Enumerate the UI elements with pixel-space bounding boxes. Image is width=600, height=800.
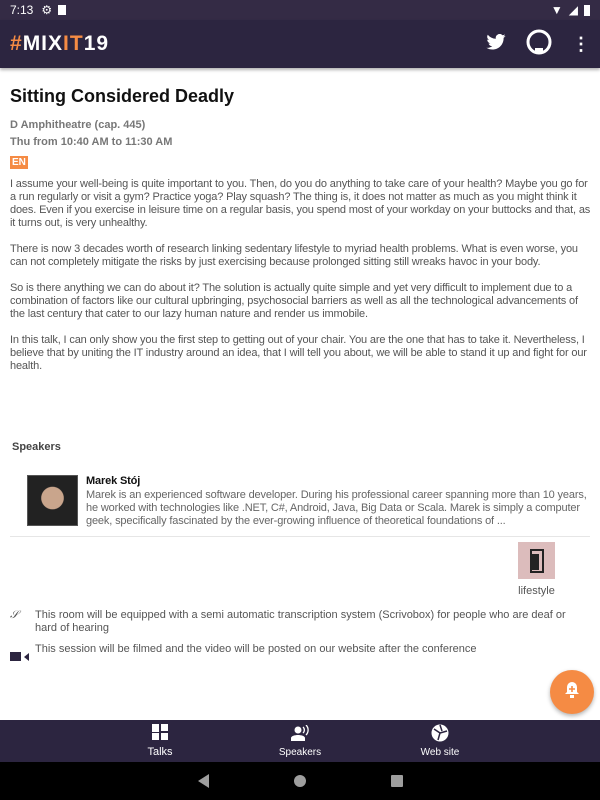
battery-icon xyxy=(584,5,590,16)
nav-label: Web site xyxy=(420,747,460,758)
signal-icon: ◢ xyxy=(568,3,578,17)
home-icon[interactable] xyxy=(294,775,306,787)
back-icon[interactable] xyxy=(198,774,209,788)
bottom-navigation xyxy=(0,720,600,762)
add-reminder-button[interactable] xyxy=(550,670,594,714)
speakers-heading: Speakers xyxy=(12,441,61,453)
lifestyle-icon xyxy=(518,542,555,579)
hearing-icon: 𝒮 xyxy=(10,609,19,621)
app-logo: #MIXIT19 xyxy=(10,32,110,55)
github-icon[interactable] xyxy=(526,29,552,60)
video-camera-icon xyxy=(10,643,35,665)
wifi-icon: ▼ xyxy=(550,3,563,17)
app-bar xyxy=(0,20,600,68)
twitter-icon[interactable] xyxy=(486,34,506,55)
speaker-bio: Marek is an experienced software developer. During his professional career spanning more than 10 years, he worked with technologies like .NET, C#, Android, Java, Big Data or Scala. Marek is simply a computer geek, specifically fascinated by the ever-growing influence of theoretical foundations of ... xyxy=(86,489,587,527)
speaker-card[interactable] xyxy=(27,475,592,528)
speaker-voice-icon xyxy=(291,725,309,744)
nav-label: Talks xyxy=(147,746,173,758)
talk-header xyxy=(10,68,590,170)
nav-website[interactable] xyxy=(415,720,465,762)
sd-card-icon xyxy=(58,5,66,15)
nav-talks[interactable] xyxy=(135,720,185,762)
dashboard-icon xyxy=(152,724,168,743)
nav-label: Speakers xyxy=(278,746,322,758)
more-options-icon[interactable]: ⋮ xyxy=(572,33,590,54)
transcription-info xyxy=(10,609,580,635)
status-bar xyxy=(0,0,600,20)
speaker-name: Marek Stój xyxy=(86,475,141,487)
description-paragraph: So is there anything we can do about it? The solution is actually quite simple and yet very difficult to implement due to a combination of factors like our cultural upbringing, psychosocial barriers as well as all the technological advancements of the last century that cater to our lazy human nature and render us immobile. xyxy=(10,282,578,320)
topic-tag[interactable] xyxy=(518,542,555,597)
filmed-text: This session will be filmed and the video will be posted on our website after the conference xyxy=(35,643,477,655)
description-paragraph: I assume your well-being is quite important to you. Then, do you do anything to take care of your health? Maybe you go for a run regularly or visit a gym? Practice yoga? Play squash? The thing is, it does not matter as much as you might think it does. Even if you exercise in leisure time on a regular basis, you spend most of your workday on your buttocks and that, as it turns out, is very unhealthy. xyxy=(10,178,591,229)
description-paragraph: There is now 3 decades worth of research linking sedentary lifestyle to myriad health problems. What is even worse, you can not completely mitigate the risks by just exercising because prolonged sitting still wreaks havoc in your body. xyxy=(10,243,578,268)
globe-icon xyxy=(431,724,449,745)
status-time: 7:13 xyxy=(10,3,34,17)
speaker-avatar xyxy=(27,475,78,526)
nav-speakers[interactable] xyxy=(275,720,325,762)
system-navigation-bar xyxy=(0,762,600,800)
filmed-info xyxy=(10,643,580,665)
transcription-text: This room will be equipped with a semi automatic transcription system (Scrivobox) for people who are deaf or hard of hearing xyxy=(35,609,566,634)
divider xyxy=(10,536,590,537)
talk-time: Thu from 10:40 AM to 11:30 AM xyxy=(10,136,173,148)
bell-plus-icon xyxy=(564,681,580,704)
talk-title: Sitting Considered Deadly xyxy=(10,86,235,106)
settings-icon: ⚙ xyxy=(41,3,53,17)
recents-icon[interactable] xyxy=(391,775,403,787)
topic-label: lifestyle xyxy=(518,585,555,597)
talk-room: D Amphitheatre (cap. 445) xyxy=(10,119,146,131)
talk-description xyxy=(10,178,592,386)
language-badge: EN xyxy=(12,157,26,168)
description-paragraph: In this talk, I can only show you the first step to getting out of your chair. You are the one that has to take it. Nevertheless, I believe that by uniting the IT industry around an idea, that I will tell you about, we will be able to stand it up and fight for our health. xyxy=(10,334,587,372)
